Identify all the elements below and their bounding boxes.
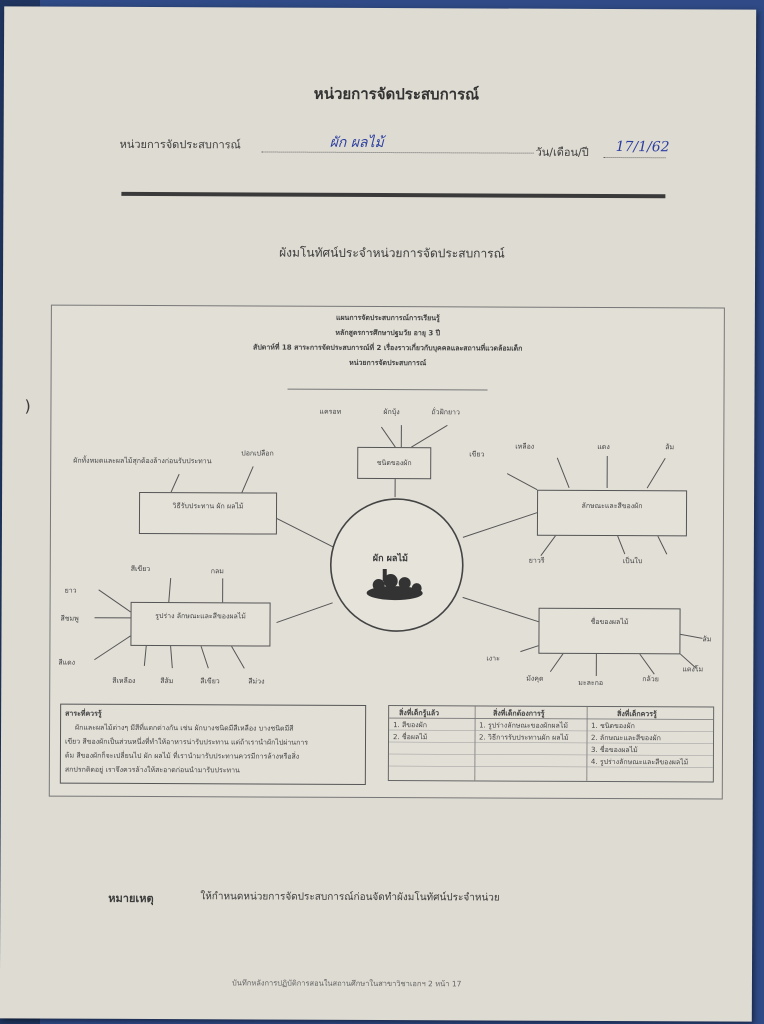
leaf-label: ปอกเปลือก (241, 449, 274, 458)
node-shape (130, 602, 270, 647)
table-cell: 1. สีของผัก (393, 721, 428, 730)
table-cell: 3. ชื่อของผลไม้ (590, 745, 638, 755)
unit-label: หน่วยการจัดประสบการณ์ (119, 137, 241, 152)
node-label: รูปร่าง ลักษณะและสีของผลไม้ (155, 612, 246, 621)
leaf-label: ผักทั้งหมดและผลไม้สุกต้องล้างก่อนรับประทาน (73, 456, 212, 466)
leaf-label: เขียว (469, 450, 485, 459)
essence-title: สาระที่ควรรู้ (65, 709, 102, 718)
leaf-label: ส้ม (665, 443, 675, 452)
note-label: หมายเหตุ (108, 891, 154, 906)
leaf-label: แดง (597, 442, 610, 452)
web-title: ผังมโนทัศน์ประจำหน่วยการจัดประสบการณ์ (279, 245, 505, 261)
leaf-label: สีส้ม (160, 677, 174, 686)
node-label: ชนิดของผัก (376, 458, 412, 468)
table-header: สิ่งที่เด็กต้องการรู้ (493, 709, 545, 718)
leaf-label: สีเหลือง (112, 676, 136, 685)
figure-header-line: หลักสูตรการศึกษาปฐมวัย อายุ 3 ปี (335, 328, 441, 338)
leaf-label: กลม (210, 567, 224, 576)
leaf-label: ผักบุ้ง (383, 408, 400, 417)
table-cell: 1. รูปร่างลักษณะของผักผลไม้ (479, 721, 568, 730)
document-page (0, 6, 756, 1021)
leaf-label: มังคุด (526, 674, 544, 683)
date-dotted-line (604, 157, 666, 158)
page-footer: บันทึกหลังการปฏิบัติการสอนในสถานศึกษาในสาขาวิชาเอกฯ 2 หน้า 17 (231, 978, 462, 989)
leaf-label: เหลือง (515, 442, 535, 451)
table-cell: 2. ชื่อผลไม้ (393, 733, 428, 742)
essence-line: สกปรกติดอยู่ เราจึงควรล้างให้สะอาดก่อนนำมารับประทาน (64, 765, 240, 775)
leaf-label: มะละกอ (578, 678, 604, 687)
table-header: สิ่งที่เด็กรู้แล้ว (399, 709, 440, 718)
unit-value: ผัก ผลไม้ (329, 134, 384, 152)
table-cell: 1. ชนิดของผัก (591, 721, 635, 731)
leaf-label: แตงโม (682, 665, 704, 674)
node-label: ลักษณะและสีของผัก (581, 501, 643, 511)
table-cell: 4. รูปร่างลักษณะและสีของผลไม้ (590, 757, 689, 767)
leaf-label: กล้วย (642, 675, 659, 684)
leaf-label: สีเขียว (200, 677, 220, 686)
date-value: 17/1/62 (615, 139, 670, 156)
leaf-label: เป็นใบ (622, 557, 643, 566)
essence-line: เขียว สีของผักเป็นส่วนหนึ่งที่ทำให้อาหารน่ารับประทาน แต่ถ้าเรานำผักไปผ่านการ (64, 737, 309, 747)
center-label: ผัก ผลไม้ (372, 553, 408, 565)
essence-box (60, 704, 366, 785)
heading-rule (121, 192, 665, 198)
leaf-label: แครอท (319, 407, 342, 416)
table-cell: 2. วิธีการรับประทานผัก ผลไม้ (479, 733, 569, 742)
table-header: สิ่งที่เด็กควรรู้ (617, 710, 657, 719)
figure-header-line: แผนการจัดประสบการณ์การเรียนรู้ (335, 313, 440, 323)
concept-web-figure (49, 305, 725, 800)
leaf-label: สีเขียว (130, 564, 151, 574)
date-label: วัน/เดือน/ปี (535, 145, 589, 159)
leaf-label: สีแดง (58, 658, 76, 667)
leaf-label: เงาะ (486, 654, 500, 663)
node-eating-method (139, 492, 277, 535)
leaf-label: สีชมพู (60, 614, 79, 623)
knowledge-table (388, 705, 714, 782)
node-label: ชื่อของผลไม้ (590, 617, 629, 627)
leaf-label: ส้ม (702, 635, 712, 644)
node-label: วิธีรับประทาน ผัก ผลไม้ (172, 502, 244, 511)
node-features (537, 490, 687, 537)
margin-mark: ) (24, 396, 31, 416)
table-cell: 2. ลักษณะและสีของผัก (591, 733, 661, 743)
essence-line: ต้ม สีของผักก็จะเปลี่ยนไป ผัก ผลไม้ ที่เรานำมารับประทานควรมีการล้างหรือสิ่ง (64, 751, 300, 761)
leaf-label: ถั่วฝักยาว (431, 408, 460, 417)
note-text: ให้กำหนดหน่วยการจัดประสบการณ์ก่อนจัดทำผังมโนทัศน์ประจำหน่วย (200, 891, 500, 904)
node-vegetable-types (357, 447, 431, 479)
unit-dotted-line (262, 151, 534, 153)
figure-header-line: หน่วยการจัดประสบการณ์ (349, 358, 427, 368)
node-fruit-names (538, 608, 680, 655)
leaf-label: ยาว (64, 586, 77, 595)
essence-line: ผักและผลไม้ต่างๆ มีสีที่แตกต่างกัน เช่น ผักบางชนิดมีสีเหลือง บางชนิดมีสี (75, 723, 294, 733)
leaf-label: สีม่วง (248, 677, 265, 686)
page-heading: หน่วยการจัดประสบการณ์ (313, 84, 480, 104)
leaf-label: ยาวรี (528, 556, 545, 565)
figure-header-line: สัปดาห์ที่ 18 สาระการจัดประสบการณ์ที่ 2 เรื่องราวเกี่ยวกับบุคคลและสถานที่แวดล้อมเด็ก (253, 343, 523, 353)
